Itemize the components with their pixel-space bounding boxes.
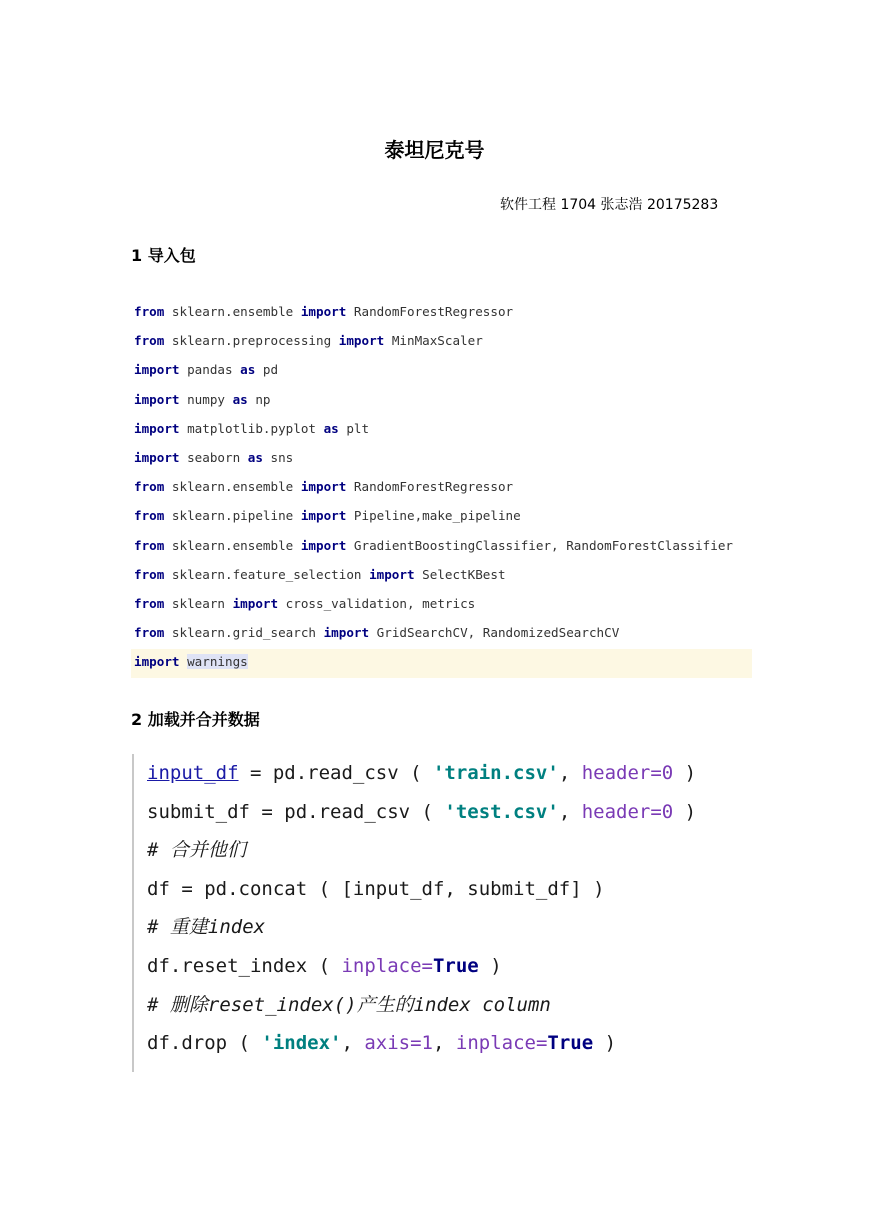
code-line: from sklearn.feature_selection import SelectKBest xyxy=(134,566,506,582)
code-line: import seaborn as sns xyxy=(134,449,294,465)
code-line: from sklearn.ensemble import GradientBoostingClassifier, RandomForestClassifier xyxy=(134,537,734,553)
code-line: submit_df = pd.read_csv ( 'test.csv', header=0 ) xyxy=(147,800,697,823)
section-heading-import: 1 导入包 xyxy=(131,246,196,265)
code-line: from sklearn.ensemble import RandomForestRegressor xyxy=(134,479,514,495)
code-block-load-data xyxy=(132,754,696,1072)
code-line: import matplotlib.pyplot as plt xyxy=(134,420,370,436)
code-line: df = pd.concat ( [input_df, submit_df] ) xyxy=(147,877,605,900)
code-line: import pandas as pd xyxy=(134,362,279,378)
code-line: import numpy as np xyxy=(134,391,271,407)
section-heading-load: 2 加载并合并数据 xyxy=(131,710,260,729)
code-comment: # 重建index xyxy=(147,916,266,939)
code-block-imports xyxy=(131,299,752,678)
author-line: 软件工程 1704 张志浩 20175283 xyxy=(500,197,719,213)
code-line: df.reset_index ( inplace=True ) xyxy=(147,954,502,977)
code-line: from sklearn import cross_validation, metrics xyxy=(134,595,476,611)
code-comment: # 删除reset_index()产生的index column xyxy=(147,993,551,1016)
code-line: df.drop ( 'index', axis=1, inplace=True ) xyxy=(147,1032,617,1055)
code-line: from sklearn.ensemble import RandomForestRegressor xyxy=(134,304,514,319)
code-line: from sklearn.pipeline import Pipeline,make_pipeline xyxy=(134,508,521,524)
code-line: input_df = pd.read_csv ( 'train.csv', header=0 ) xyxy=(147,762,697,784)
code-line-highlighted: import warnings xyxy=(131,649,752,678)
code-line: from sklearn.preprocessing import MinMaxScaler xyxy=(134,333,483,349)
code-comment: # 合并他们 xyxy=(147,839,246,862)
page-title: 泰坦尼克号 xyxy=(384,138,485,162)
code-line: from sklearn.grid_search import GridSearchCV, RandomizedSearchCV xyxy=(134,625,620,641)
